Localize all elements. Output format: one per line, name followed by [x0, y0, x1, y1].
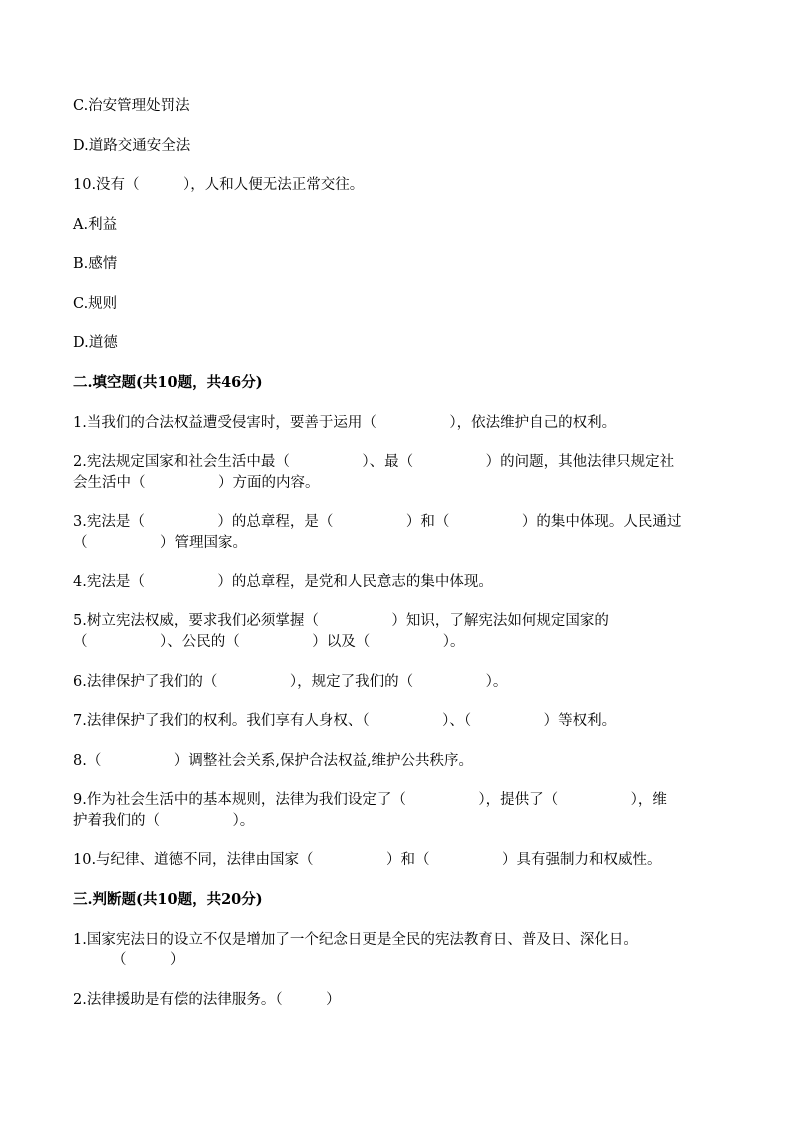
fill-q2-line1: 2.宪法规定国家和社会生活中最（ ）、最（ ）的问题，其他法律只规定社: [73, 454, 675, 470]
fill-q8: 8.（ ）调整社会关系,保护合法权益,维护公共秩序。: [73, 753, 474, 769]
fill-q3-line2: （ ）管理国家。: [73, 535, 247, 551]
q10-stem: 10.没有（ ），人和人便无法正常交往。: [73, 177, 365, 193]
fill-q10: 10.与纪律、道德不同，法律由国家（ ）和（ ）具有强制力和权威性。: [73, 852, 662, 868]
fill-q9-line2: 护着我们的（ ）。: [73, 813, 255, 829]
judge-q1-line2: （ ）: [112, 952, 185, 968]
q9-option-d: D.道路交通安全法: [73, 138, 191, 154]
q10-option-b: B.感情: [73, 256, 118, 272]
fill-q1: 1.当我们的合法权益遭受侵害时，要善于运用（ ），依法维护自己的权利。: [73, 415, 617, 431]
q10-option-c: C.规则: [73, 296, 118, 312]
judge-q1-line1: 1.国家宪法日的设立不仅是增加了一个纪念日更是全民的宪法教育日、普及日、深化日。: [73, 932, 638, 948]
judge-q2: 2.法律援助是有偿的法律服务。（ ）: [73, 992, 341, 1008]
fill-q3-line1: 3.宪法是（ ）的总章程，是（ ）和（ ）的集中体现。人民通过: [73, 514, 682, 530]
fill-q2-line2: 会生活中（ ）方面的内容。: [73, 475, 320, 491]
fill-q5-line2: （ ）、公民的（ ）以及（ ）。: [73, 634, 465, 650]
fill-q6: 6.法律保护了我们的（ ），规定了我们的（ ）。: [73, 674, 508, 690]
section3-heading: 三.判断题(共10题，共20分): [73, 891, 263, 908]
q9-option-c: C.治安管理处罚法: [73, 98, 190, 114]
fill-q4: 4.宪法是（ ）的总章程，是党和人民意志的集中体现。: [73, 574, 493, 590]
q10-option-d: D.道德: [73, 335, 118, 351]
section2-heading: 二.填空题(共10题，共46分): [73, 374, 263, 391]
fill-q5-line1: 5.树立宪法权威，要求我们必须掌握（ ）知识，了解宪法如何规定国家的: [73, 613, 609, 629]
fill-q9-line1: 9.作为社会生活中的基本规则，法律为我们设定了（ ），提供了（ ），维: [73, 792, 667, 808]
q10-option-a: A.利益: [73, 217, 118, 233]
fill-q7: 7.法律保护了我们的权利。我们享有人身权、（ ）、（ ）等权利。: [73, 713, 617, 729]
